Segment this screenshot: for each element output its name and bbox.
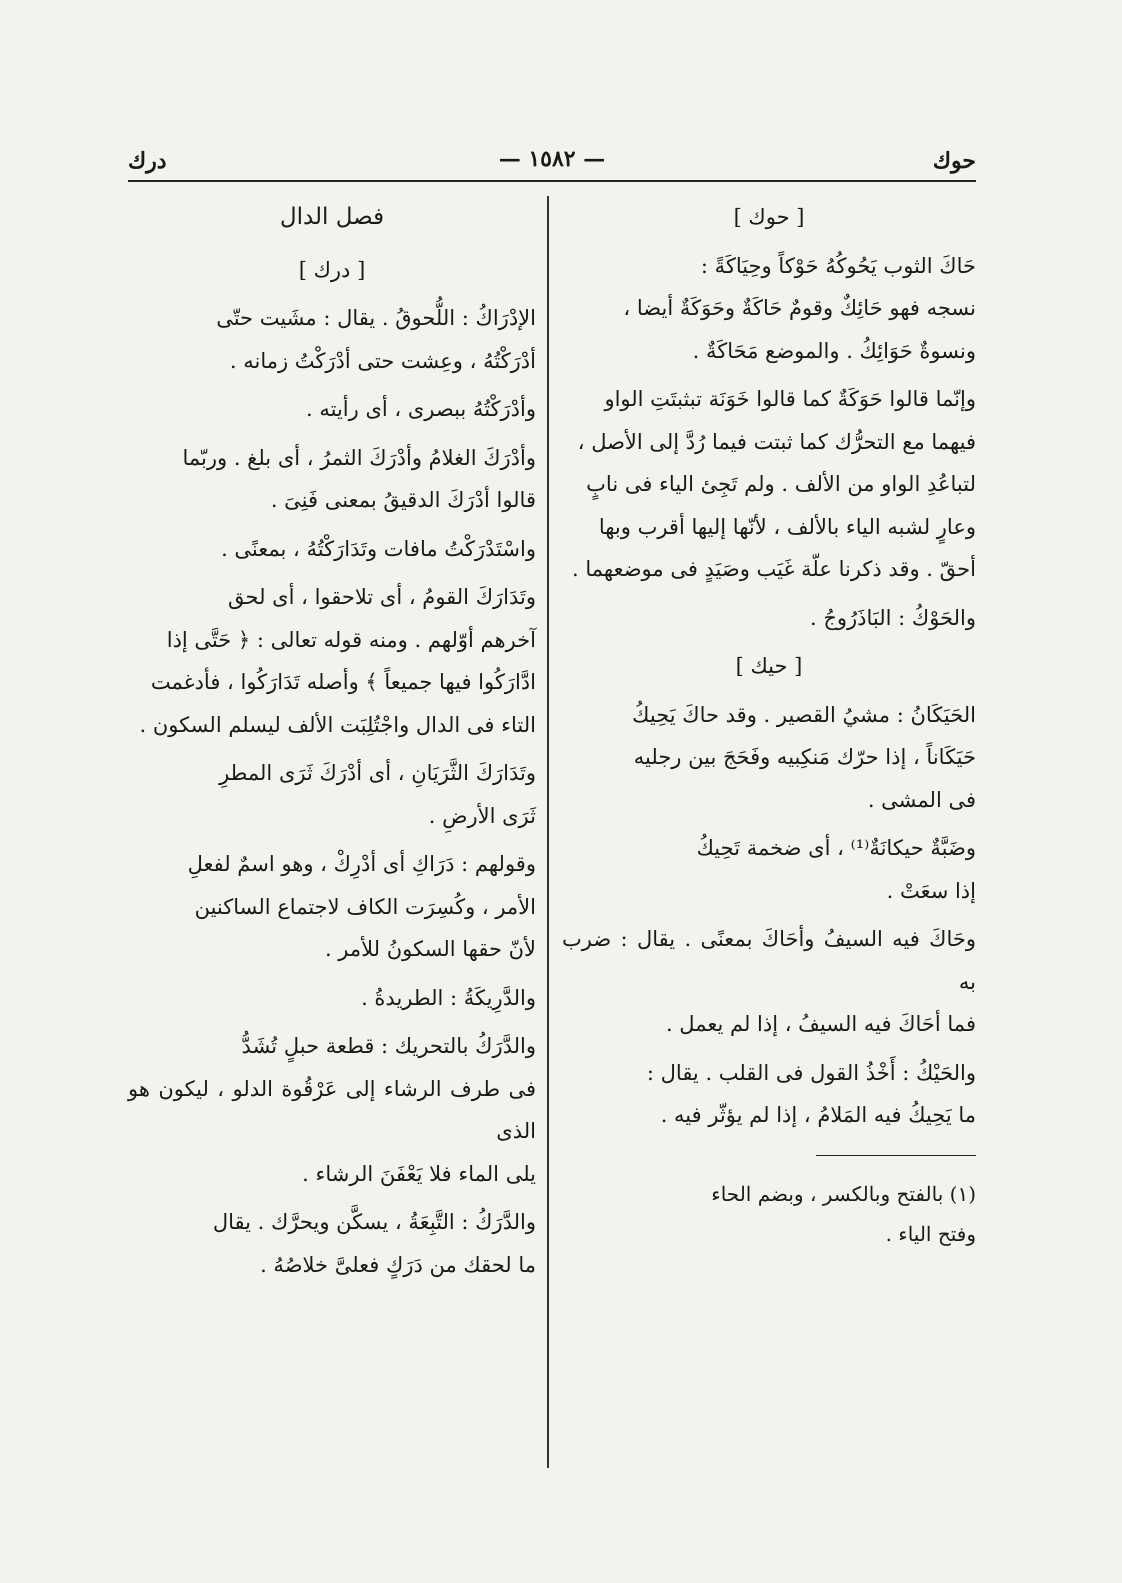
text-line: والدَّرَكُ بالتحريك : قطعة حبلٍ تُشَدُّ [241, 1034, 536, 1058]
text-line: التاء فى الدال واجْتُلِبَت الألف ليسلم السكون . [139, 712, 536, 737]
text-line: آخرهم أوّلهم . ومنه قوله تعالى : ﴿ حَتَّى إذا [166, 627, 536, 652]
text-line: ثَرَى الأرضِ . [428, 803, 536, 828]
entry-drk-paragraph-7 [128, 843, 536, 971]
text-line: والدَّرَكُ : التَّبِعَةُ ، يسكَّن ويحرَّك . يقال [212, 1210, 536, 1234]
page-number: — ١٥٨٢ — [498, 146, 606, 172]
text-line: وحَاكَ فيه السيفُ وأحَاكَ بمعنًى . يقال : ضرب به [562, 927, 976, 994]
entry-drk-paragraph-5 [128, 576, 536, 746]
text-line: وتَدَارَكَ القومُ ، أى تلاحقوا ، أى لحق [228, 585, 536, 609]
text-line: لأنّ حقها السكونُ للأمر . [324, 937, 536, 961]
text-line: ما يَحِيكُ فيه المَلامُ ، إذا لم يؤثّر فيه . [660, 1103, 976, 1127]
entry-hyk-paragraph-4 [562, 1052, 976, 1137]
text-line: حَاكَ الثوب يَحُوكُهُ حَوْكاً وحِيَاكَةً : [700, 253, 976, 278]
entry-hyk-paragraph-3 [562, 918, 976, 1046]
header-rule [128, 180, 976, 182]
text-line: وتَدَارَكَ الثَّرَيَانِ ، أى أدْرَكَ ثَرَى المطرِ [219, 761, 536, 785]
entry-drk-paragraph-10 [128, 1201, 536, 1286]
entry-heading-hwk: [ حوك ] [733, 205, 805, 229]
page-header [128, 142, 976, 182]
text-line: حَيَكَاناً ، إذا حرّك مَنكِبيه وفَحَجَ بين رجليه [633, 745, 976, 769]
text-line: قالوا أدْرَكَ الدقيقُ بمعنى فَنِىَ . [270, 488, 536, 512]
entry-drk-paragraph-9 [128, 1025, 536, 1195]
text-line: وأدْرَكْتُهُ ببصرى ، أى رأيته . [306, 397, 536, 421]
text-line: ونسوةٌ حَوَائِكُ . والموضع مَحَاكَةٌ . [692, 338, 976, 363]
text-line: لتباعُدِ الواو من الألف . ولم تَجِئ الياء فى نابٍ [586, 472, 976, 496]
entry-drk [128, 297, 536, 382]
text-line: فما أحَاكَ فيه السيفُ ، إذا لم يعمل . [665, 1012, 976, 1036]
left-column [128, 196, 536, 1292]
text-line: إذا سعَتْ . [886, 878, 976, 903]
right-column [562, 196, 976, 1260]
entry-hyk-paragraph-2 [562, 827, 976, 912]
text-line: وضَبَّةٌ حيكانَةٌ⁽¹⁾ ، أى ضخمة تَحِيكُ [696, 836, 976, 860]
entry-drk-paragraph-6 [128, 752, 536, 837]
text-line: والدَّرِيكَةُ : الطريدةُ . [361, 985, 536, 1010]
text-line: والحَوْكُ : البَاذَرُوجُ . [809, 605, 976, 630]
footnote-rule [816, 1155, 976, 1157]
entry-hwk-paragraph-3 [562, 597, 976, 640]
text-line: ادَّارَكُوا فيها جميعاً ﴾ وأصله تَدَارَكُوا ، فأدغمت [150, 670, 536, 694]
text-line: وعارٍ لشبه الياء بالألف ، لأنّها إليها أقرب وبها [598, 514, 976, 539]
text-line: فى المشى . [867, 787, 976, 812]
text-line: نسجه فهو حَائِكٌ وقومٌ حَاكَةٌ وحَوَكَةٌ أيضا ، [623, 296, 976, 320]
entry-heading-drk: [ درك ] [298, 257, 366, 282]
entry-hwk-paragraph-2 [562, 378, 976, 591]
footnote [562, 1174, 976, 1254]
text-line: فيهما مع التحرُّك كما ثبتت فيما رُدَّ إلى الأصل ، [577, 429, 976, 454]
running-headword-right: حوك [932, 148, 976, 174]
entry-drk-paragraph-8 [128, 977, 536, 1020]
entry-drk-paragraph-2 [128, 388, 536, 431]
text-line: فى طرف الرشاء إلى عَرْقُوة الدلو ، ليكون هو الذى [128, 1076, 536, 1143]
entry-heading-hyk: [ حيك ] [735, 654, 803, 678]
text-line: وإنّما قالوا حَوَكَةٌ كما قالوا خَوَنَة تبثبتَتِ الواو [604, 387, 976, 411]
text-line: الأمر ، وكُسِرَت الكاف لاجتماع الساكنين [194, 894, 536, 919]
text-line: الحَيَكَانُ : مشيُ القصير . وقد حاكَ يَحِيكُ [632, 702, 976, 727]
entry-drk-paragraph-3 [128, 437, 536, 522]
text-line: وقولهم : دَرَاكِ أى أدْرِكْ ، وهو اسمٌ لفعلِ [187, 852, 536, 876]
text-line: والحَيْكُ : أَخْذُ القول فى القلب . يقال : [646, 1060, 976, 1085]
text-line: ما لحقك من دَرَكٍ فعلىَّ خلاصُهُ . [260, 1252, 536, 1277]
column-divider [547, 196, 549, 1468]
text-line: أدْرَكْتُهُ ، وعِشت حتى أدْرَكْتُ زمانه . [229, 348, 536, 373]
text-line: الإدْرَاكُ : اللُّحوقُ . يقال : مشَيت حتّى [216, 306, 536, 330]
footnote-line: وفتح الياء . [885, 1222, 976, 1246]
section-title: فصل الدال [279, 204, 385, 230]
text-line: واسْتَدْرَكْتُ مافات وتَدَارَكْتُهُ ، بمعنًى . [221, 536, 536, 561]
entry-drk-paragraph-4 [128, 528, 536, 571]
text-line: يلى الماء فلا يَعْفَنَ الرشاء . [302, 1161, 536, 1186]
entry-hwk [562, 245, 976, 373]
text-line: وأدْرَكَ الغلامُ وأدْرَكَ الثمرُ ، أى بلغ . وربّما [182, 445, 536, 470]
running-headword-left: درك [128, 148, 167, 174]
entry-hyk [562, 694, 976, 822]
text-line: أحقّ . وقد ذكرنا علّة غَيَب وصَيَدٍ فى موضعهما . [572, 557, 976, 581]
footnote-line: (١) بالفتح وبالكسر ، وبضم الحاء [711, 1182, 976, 1206]
